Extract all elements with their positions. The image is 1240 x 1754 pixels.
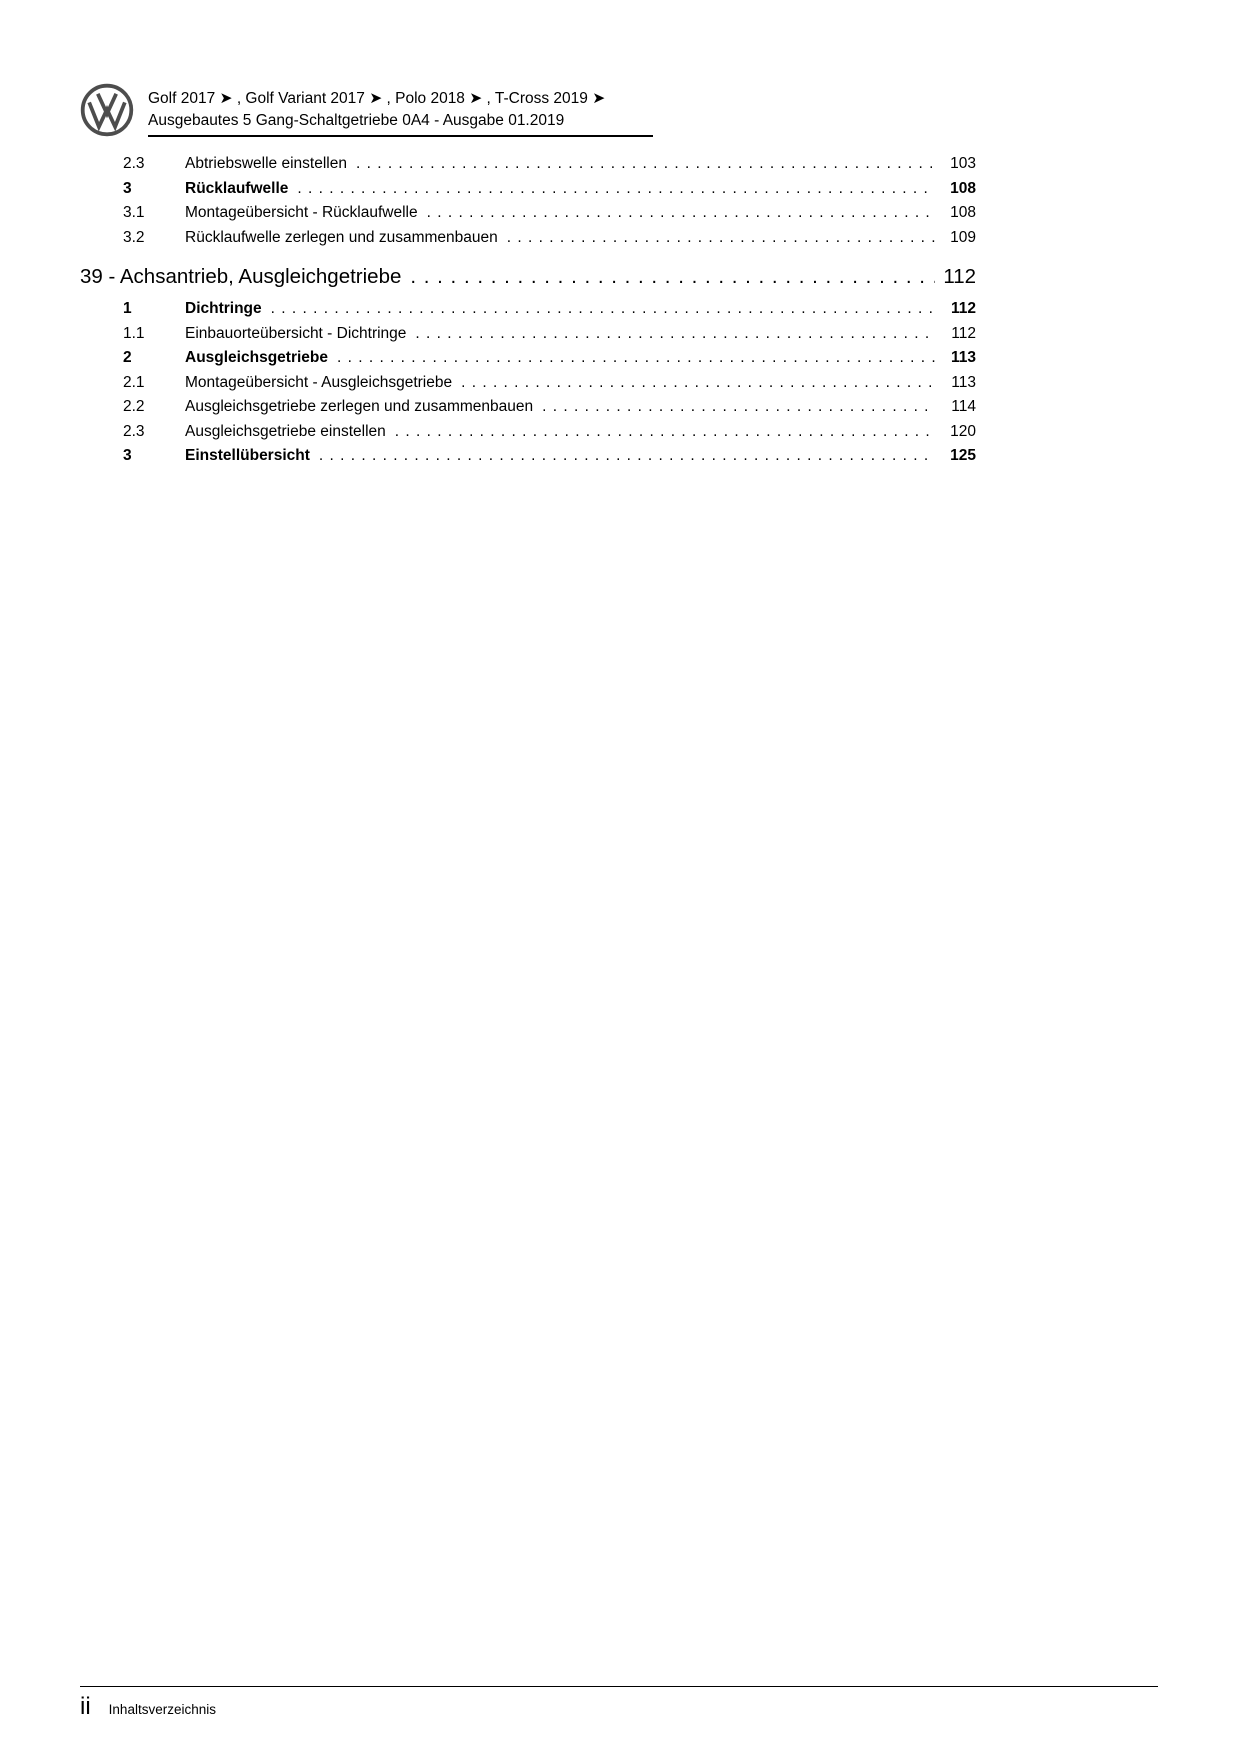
toc-entry-title: Ausgleichsgetriebe	[185, 349, 328, 366]
toc-entry	[80, 322, 976, 347]
toc-entry-number: 1	[123, 300, 132, 317]
toc-entry	[80, 444, 976, 469]
toc-entry	[80, 201, 976, 226]
dot-leader	[297, 177, 935, 202]
toc-entry-title: Abtriebswelle einstellen	[185, 155, 347, 172]
document-header	[80, 83, 653, 137]
toc-entry-page: 125	[950, 447, 976, 464]
toc-entry-title: Ausgleichsgetriebe einstellen	[185, 422, 386, 440]
toc-entry-page: 109	[950, 228, 976, 246]
toc-entry-page: 103	[950, 155, 976, 172]
toc-entry-page: 113	[950, 349, 976, 366]
toc-entry-page: 120	[950, 422, 976, 440]
dot-leader	[337, 346, 935, 371]
toc-entry	[80, 420, 976, 445]
dot-leader	[507, 226, 935, 251]
dot-leader	[395, 420, 935, 445]
toc-chapter-heading	[80, 263, 976, 290]
toc-entry-page: 108	[950, 204, 976, 221]
toc-entry-title: Einbauorteübersicht - Dichtringe	[185, 324, 407, 342]
toc-entry-number: 3.1	[123, 204, 145, 221]
footer-page-number: ii	[80, 1693, 91, 1720]
toc-entry-page: 114	[951, 398, 976, 415]
toc-entry-number: 2.2	[123, 398, 145, 415]
toc-entry-page: 108	[950, 179, 976, 197]
toc-entry-number: 2.1	[123, 373, 145, 391]
toc-entry-number: 2.3	[123, 422, 145, 440]
header-edition-line: Ausgebautes 5 Gang-Schaltgetriebe 0A4 - Ausgabe 01.2019	[148, 112, 565, 129]
toc-entry-title: Dichtringe	[185, 300, 262, 317]
toc-entry	[80, 226, 976, 251]
dot-leader	[319, 444, 935, 469]
toc-entry-title: Rücklaufwelle	[185, 179, 289, 197]
toc-entry-page: 112	[951, 324, 976, 342]
toc-entry-title: Montageübersicht - Ausgleichsgetriebe	[185, 373, 453, 391]
toc-entry	[80, 395, 976, 420]
toc-entry-title: Ausgleichsgetriebe zerlegen und zusammenbauen	[185, 398, 534, 415]
toc-entry-page: 113	[951, 373, 976, 391]
header-rule	[148, 135, 653, 137]
vw-logo-icon	[80, 83, 134, 137]
table-of-contents	[80, 152, 976, 469]
toc-entry	[80, 297, 976, 322]
toc-entry-number: 3	[123, 447, 132, 464]
footer-section-label: Inhaltsverzeichnis	[108, 1702, 216, 1717]
toc-entry-number: 1.1	[123, 324, 145, 342]
dot-leader	[356, 152, 935, 177]
document-footer	[80, 1686, 1158, 1721]
dot-leader	[542, 395, 935, 420]
dot-leader	[461, 371, 935, 396]
toc-entry-number: 3.2	[123, 228, 145, 246]
toc-entry-page: 112	[943, 265, 976, 288]
header-models-line: Golf 2017 ➤ , Golf Variant 2017 ➤ , Polo 2018 ➤ , T-Cross 2019 ➤	[148, 90, 606, 107]
toc-entry-number: 2	[123, 349, 132, 366]
dot-leader	[410, 263, 935, 290]
toc-entry-page: 112	[950, 300, 976, 317]
toc-entry	[80, 177, 976, 202]
header-text-block	[148, 83, 653, 137]
toc-entry-title: Montageübersicht - Rücklaufwelle	[185, 204, 418, 221]
dot-leader	[415, 322, 935, 347]
toc-entry	[80, 152, 976, 177]
toc-entry	[80, 371, 976, 396]
toc-entry-title: 39 - Achsantrieb, Ausgleichgetriebe	[80, 265, 402, 288]
dot-leader	[271, 297, 935, 322]
footer-content	[80, 1693, 1158, 1721]
toc-entry-title: Rücklaufwelle zerlegen und zusammenbauen	[185, 228, 498, 246]
dot-leader	[427, 201, 935, 226]
toc-entry	[80, 346, 976, 371]
footer-rule	[80, 1686, 1158, 1687]
toc-entry-number: 3	[123, 179, 132, 197]
toc-entry-number: 2.3	[123, 155, 145, 172]
toc-entry-title: Einstellübersicht	[185, 447, 310, 464]
